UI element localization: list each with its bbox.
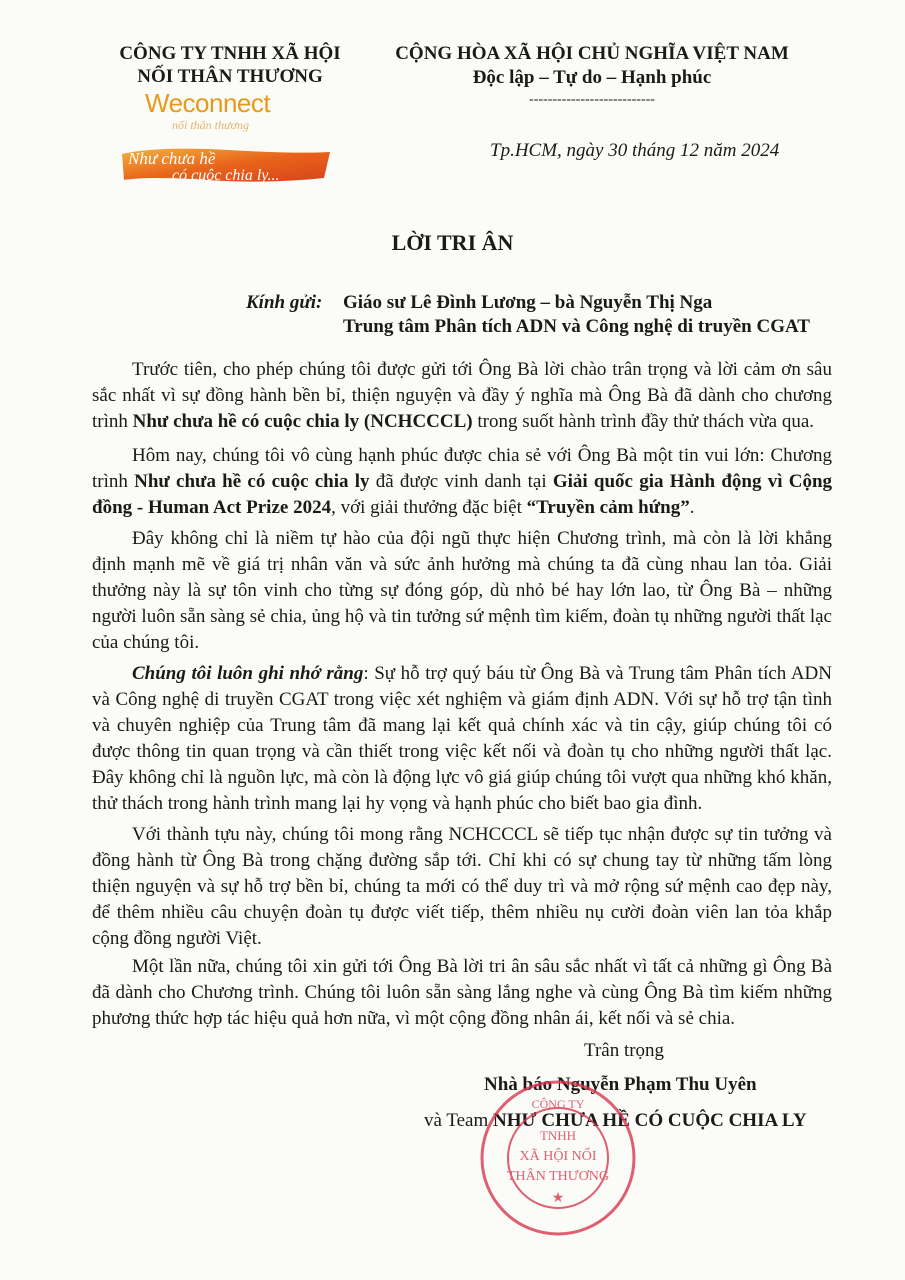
p2-text-g: . — [689, 497, 695, 518]
program-banner — [118, 144, 334, 186]
weconnect-logo: Weconnect — [145, 88, 271, 118]
paragraph-1 — [92, 357, 832, 435]
company-stamp — [478, 1078, 638, 1238]
p4-emphasis: Chúng tôi luôn ghi nhớ rằng — [132, 663, 364, 684]
p1-program-name: Như chưa hề có cuộc chia ly (NCHCCCL) — [132, 411, 473, 432]
document-title: LỜI TRI ÂN — [391, 230, 514, 255]
p4-text-b: : Sự hỗ trợ quý báu từ Ông Bà và Trung tâm Phân tích ADN và Công nghệ di truyền CGAT trong việc xét nghiệm và giám định ADN. Với sự hỗ trợ tận tình và chuyên nghiệp của Trung tâm đã mang lại kết quả chính xác và tin cậy, giúp chúng tôi có được thông tin quan trọng và cần thiết trong việc kết nối và đoàn tụ cho những người thất lạc. Đây không chỉ là nguồn lực, mà còn là động lực vô giá giúp chúng tôi vượt qua những khó khăn, thử thách trong hành trình mang lại hy vọng và hạnh phúc cho biết bao gia đình. — [92, 663, 832, 814]
stamp-star: ★ — [551, 1190, 565, 1206]
p1-text-c: trong suốt hành trình đầy thử thách vừa qua. — [472, 411, 815, 432]
paragraph-3: Đây không chỉ là niềm tự hào của đội ngũ thực hiện Chương trình, mà còn là lời khẳng định mạnh mẽ về giá trị nhân văn và sức ảnh hưởng mà chúng ta đã cùng nhau lan tỏa. Giải thưởng này là sự tôn vinh cho từng sự đóng góp, dù nhỏ bé hay lớn lao, từ Ông Bà – những người luôn sẵn sàng sẻ chia, ủng hộ và tin tưởng sứ mệnh tìm kiếm, đoàn tụ những người thất lạc của chúng tôi. — [92, 528, 832, 653]
p2-text-e: , với giải thưởng đặc biệt — [331, 497, 527, 518]
paragraph-6: Một lần nữa, chúng tôi xin gửi tới Ông Bà lời tri ân sâu sắc nhất vì tất cả những gì Ông Bà đã dành cho Chương trình. Chúng tôi luôn sẵn sàng lắng nghe và cùng Ông Bà tìm kiếm những phương thức hợp tác hiệu quả hơn nữa, vì một cộng đồng nhân ái, kết nối và sẻ chia. — [92, 956, 832, 1029]
closing-text: Trân trọng — [584, 1040, 665, 1061]
signature-line1: Nhà báo Nguyễn Phạm Thu Uyên — [484, 1074, 757, 1095]
banner-line1: Như chưa hề — [128, 149, 216, 168]
p2-program-name: Như chưa hề có cuộc chia ly — [134, 471, 370, 492]
recipient-line2: Trung tâm Phân tích ADN và Công nghệ di truyền CGAT — [343, 316, 810, 337]
company-name-line1: CÔNG TY TNHH XÃ HỘI — [119, 43, 341, 64]
paragraph-2 — [92, 443, 832, 521]
paragraph-4 — [92, 661, 832, 817]
recipient-label: Kính gửi: — [246, 292, 323, 313]
company-name-line2: NỐI THÂN THƯƠNG — [137, 66, 323, 87]
stamp-line3: THÂN THƯƠNG — [507, 1169, 609, 1184]
p1-text-a: Trước tiên, cho phép chúng tôi được gửi tới Ông Bà lời chào trân trọng và lời cảm ơn sâu sắc nhất vì sự đồng hành bền bỉ, thiện nguyện và đầy ý nghĩa mà Ông Bà đã dành cho chương trình — [92, 359, 832, 432]
signature-team-name: NHƯ CHƯA HỀ CÓ CUỘC CHIA LY — [493, 1110, 807, 1131]
p2-award-title: “Truyền cảm hứng” — [526, 497, 690, 518]
nation-name: CỘNG HÒA XÃ HỘI CHỦ NGHĨA VIỆT NAM — [395, 43, 789, 64]
recipient-line1: Giáo sư Lê Đình Lương – bà Nguyễn Thị Nga — [343, 292, 713, 313]
header-divider: --------------------------- — [529, 92, 655, 107]
stamp-line1: TNHH — [539, 1128, 577, 1143]
stamp-line2: XÃ HỘI NỐI — [519, 1149, 597, 1164]
document-date: Tp.HCM, ngày 30 tháng 12 năm 2024 — [490, 140, 780, 161]
banner-line2: có cuộc chia ly... — [172, 167, 280, 184]
p2-text-c: đã được vinh danh tại — [369, 471, 553, 492]
logo-subtitle: nối thân thương — [172, 118, 249, 132]
national-header — [372, 42, 812, 90]
p2-award-name: Giải quốc gia Hành động vì Cộng đồng - Human Act Prize 2024 — [92, 471, 833, 518]
paragraph-5: Với thành tựu này, chúng tôi mong rằng NCHCCCL sẽ tiếp tục nhận được sự tin tưởng và đồng hành từ Ông Bà trong chặng đường sắp tới. Chỉ khi có sự chung tay từ những tấm lòng thiện nguyện và sự hỗ trợ bền bỉ, chúng ta mới có thể duy trì và mở rộng sứ mệnh cao đẹp này, để thêm nhiều câu chuyện đoàn tụ được viết tiếp, thêm nhiều nụ cười đoàn viên lan tỏa khắp cộng đồng người Việt. — [92, 824, 832, 949]
stamp-top-text: CÔNG TY — [531, 1097, 585, 1111]
national-motto: Độc lập – Tự do – Hạnh phúc — [472, 67, 712, 88]
p2-text-a: Hôm nay, chúng tôi vô cùng hạnh phúc được chia sẻ với Ông Bà một tin vui lớn: Chương trình — [92, 445, 832, 492]
company-name — [100, 42, 360, 88]
signature-prefix: và Team — [424, 1110, 489, 1131]
